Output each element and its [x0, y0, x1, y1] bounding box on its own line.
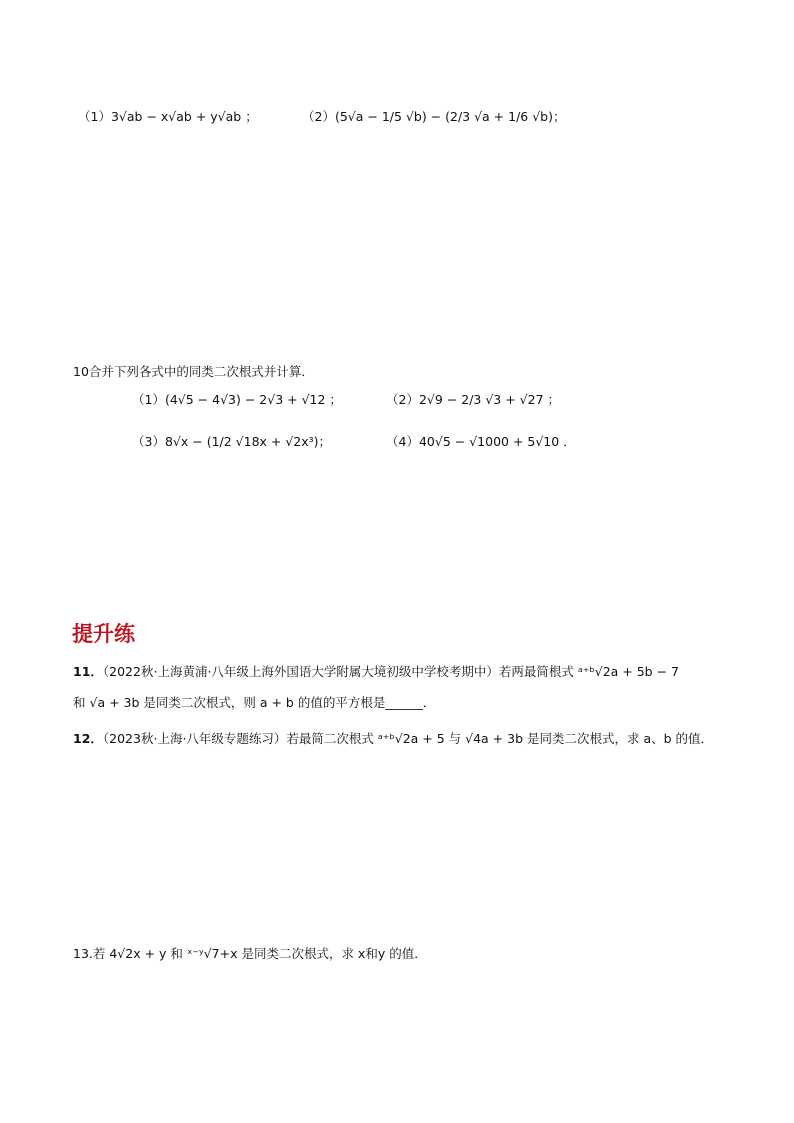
problem11-line1	[73, 662, 679, 680]
problem13: 13.若 4√2x + y 和 ˣ⁻ʸ√7+x 是同类二次根式，求 x和y 的值．	[73, 946, 427, 961]
problem9-part2: （2）(5√a − 1/5 √b) − (2/3 √a + 1/6 √b)；	[302, 109, 566, 124]
problem10-part1: （1）(4√5 − 4√3) − 2√3 + √12 ；	[132, 392, 342, 407]
section-heading: 提升练	[72, 622, 135, 646]
problem10-part3: （3）8√x − (1/2 √18x + √2x³)；	[132, 434, 332, 449]
problem11-text1: （2022秋·上海黄浦·八年级上海外国语大学附属大境初级中学校考期中）若两最简根式 ᵃ⁺ᵇ√2a + 5b − 7	[102, 664, 679, 679]
problem9-part1: （1）3√ab − x√ab + y√ab ；	[78, 109, 258, 124]
problem10-part4: （4）40√5 − √1000 + 5√10 ．	[386, 434, 576, 449]
problem11-line2: 和 √a + 3b 是同类二次根式，则 a + b 的值的平方根是______．	[73, 695, 436, 710]
problem12	[73, 729, 713, 747]
problem10-part2: （2）2√9 − 2/3 √3 + √27 ；	[386, 392, 561, 407]
problem11-number: 11．	[73, 664, 103, 679]
problem12-number: 12．	[73, 731, 103, 746]
problem12-text: （2023秋·上海·八年级专题练习）若最简二次根式 ᵃ⁺ᵇ√2a + 5 与 √4a + 3b 是同类二次根式，求 a、b 的值．	[102, 731, 714, 746]
problem10-title: 10合并下列各式中的同类二次根式并计算．	[73, 364, 314, 379]
